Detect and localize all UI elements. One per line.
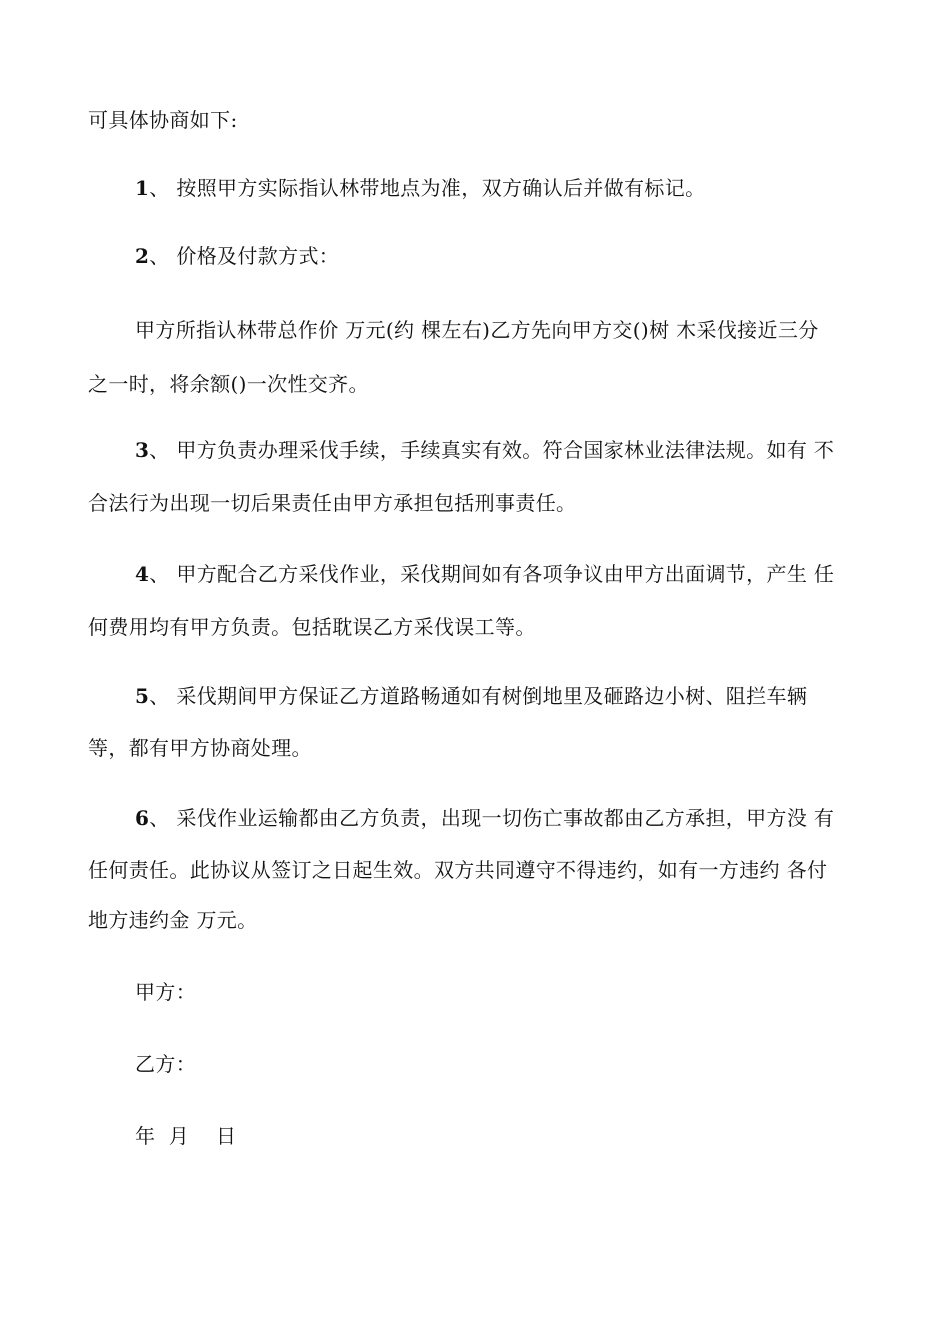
clause-4-line-2: 何费用均有甲方负责。包括耽误乙方采伐误工等。	[88, 615, 536, 639]
clause-number: 5	[135, 684, 150, 708]
clause-5	[135, 684, 807, 708]
clause-text: 、 按照甲方实际指认林带地点为准，双方确认后并做有标记。	[149, 176, 706, 200]
price-paragraph-line-2: 之一时，将余额()一次性交齐。	[88, 372, 369, 396]
clause-text: 、 采伐期间甲方保证乙方道路畅通如有树倒地里及砸路边小树、阻拦车辆	[149, 684, 808, 708]
clause-6-line-3: 地方违约金 万元。	[88, 908, 258, 932]
clause-4	[135, 562, 834, 586]
signature-party-a: 甲方：	[135, 980, 197, 1004]
clause-text: 、 采伐作业运输都由乙方负责，出现一切伤亡事故都由乙方承担，甲方没 有	[149, 806, 835, 830]
clause-2	[135, 244, 339, 268]
clause-6-line-2: 任何责任。此协议从签订之日起生效。双方共同遵守不得违约，如有一方违约 各付	[88, 858, 828, 882]
clause-number: 2	[135, 244, 150, 268]
clause-text: 、 甲方负责办理采伐手续，手续真实有效。符合国家林业法律法规。如有 不	[149, 438, 835, 462]
clause-number: 1	[135, 176, 150, 200]
clause-3-line-2: 合法行为出现一切后果责任由甲方承担包括刑事责任。	[88, 491, 577, 515]
clause-3	[135, 438, 834, 462]
price-paragraph-line-1: 甲方所指认林带总作价 万元(约 棵左右)乙方先向甲方交()树 木采伐接近三分	[135, 318, 819, 342]
signature-date: 年 月 日	[135, 1124, 237, 1148]
clause-5-line-2: 等，都有甲方协商处理。	[88, 736, 312, 760]
clause-6	[135, 806, 834, 830]
clause-number: 6	[135, 806, 150, 830]
clause-number: 4	[135, 562, 150, 586]
intro-line: 可具体协商如下:	[88, 108, 238, 132]
clause-number: 3	[135, 438, 150, 462]
clause-text: 、 甲方配合乙方采伐作业，采伐期间如有各项争议由甲方出面调节，产生 任	[149, 562, 835, 586]
clause-1	[135, 176, 705, 200]
signature-party-b: 乙方：	[135, 1052, 197, 1076]
clause-text: 、 价格及付款方式：	[149, 244, 340, 268]
